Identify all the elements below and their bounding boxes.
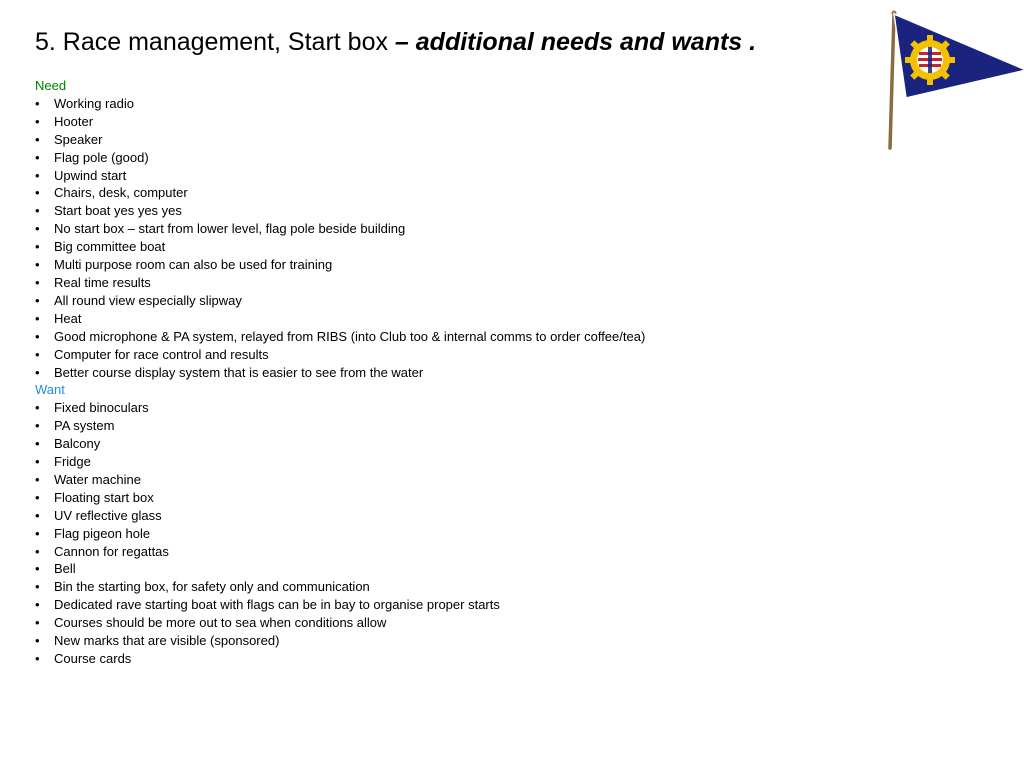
need-item: • Start boat yes yes yes	[35, 202, 855, 220]
want-item: • Dedicated rave starting boat with flags can be in bay to organise proper starts	[35, 596, 855, 614]
want-item: • Fridge	[35, 453, 855, 471]
need-item: • Working radio	[35, 95, 855, 113]
need-item: • Big committee boat	[35, 238, 855, 256]
want-item: • Fixed binoculars	[35, 399, 855, 417]
want-item: • Bell	[35, 560, 855, 578]
want-item: • Balcony	[35, 435, 855, 453]
want-item: • UV reflective glass	[35, 507, 855, 525]
want-item: • Floating start box	[35, 489, 855, 507]
need-item: • Better course display system that is easier to see from the water	[35, 364, 855, 382]
need-item: • Computer for race control and results	[35, 346, 855, 364]
want-item: • New marks that are visible (sponsored)	[35, 632, 855, 650]
want-item: • Course cards	[35, 650, 855, 668]
want-item: • Flag pigeon hole	[35, 525, 855, 543]
need-item: • Multi purpose room can also be used for training	[35, 256, 855, 274]
slide-content	[35, 77, 855, 668]
want-item: • Courses should be more out to sea when conditions allow	[35, 614, 855, 632]
need-item: • All round view especially slipway	[35, 292, 855, 310]
need-heading: Need	[35, 78, 67, 93]
club-burgee-icon	[880, 8, 1024, 150]
slide-title	[35, 28, 756, 57]
title-emphasis: – additional needs and wants .	[394, 28, 757, 56]
want-item: • Cannon for regattas	[35, 543, 855, 561]
need-list	[35, 95, 855, 382]
need-item: • Hooter	[35, 113, 855, 131]
need-item: • Heat	[35, 310, 855, 328]
want-heading: Want	[35, 382, 65, 398]
need-item: • No start box – start from lower level, flag pole beside building	[35, 220, 855, 238]
need-item: • Upwind start	[35, 167, 855, 185]
want-item: • Bin the starting box, for safety only and communication	[35, 578, 855, 596]
need-item: • Good microphone & PA system, relayed from RIBS (into Club too & internal comms to order coffee/tea)	[35, 328, 855, 346]
want-item: • PA system	[35, 417, 855, 435]
want-list	[35, 399, 855, 668]
need-item: • Speaker	[35, 131, 855, 149]
need-item: • Flag pole (good)	[35, 149, 855, 167]
need-item: • Chairs, desk, computer	[35, 184, 855, 202]
need-item: • Real time results	[35, 274, 855, 292]
title-plain: 5. Race management, Start box	[35, 28, 395, 56]
want-item: • Water machine	[35, 471, 855, 489]
